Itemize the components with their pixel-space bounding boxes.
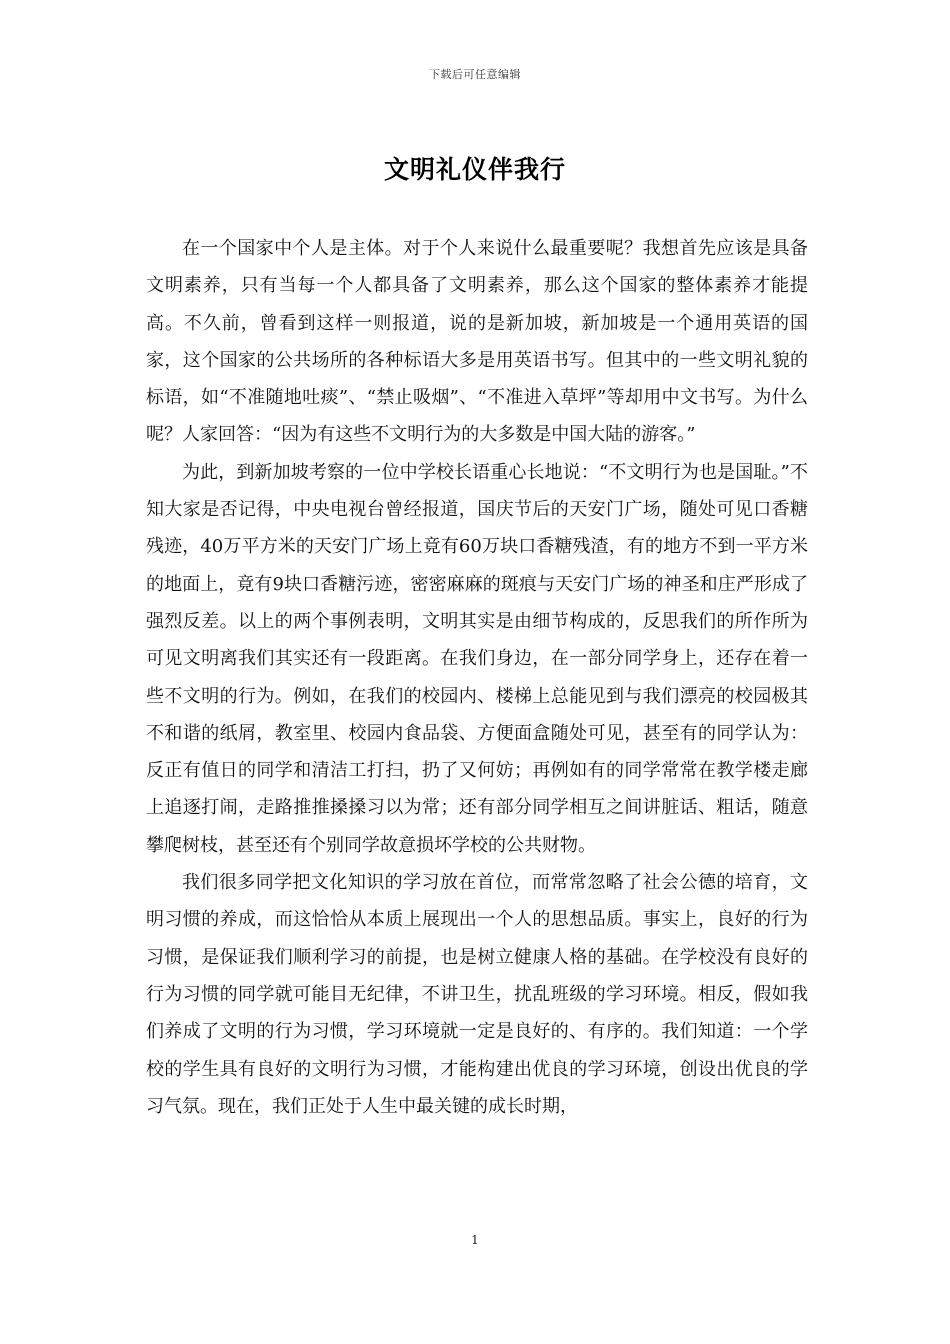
page-number: 1 [471, 1233, 479, 1247]
paragraph-2: 为此，到新加坡考察的一位中学校长语重心长地说：“不文明行为也是国耻。”不知大家是否记得，中央电视台曾经报道，国庆节后的天安门广场，随处可见口香糖残迹，40万平方米的天安门广场上竟有60万块口香糖残渣，有的地方不到一平方米的地面上，竟有9块口香糖污迹，密密麻麻的斑痕与天安门广场的神圣和庄严形成了强烈反差。以上的两个事例表明，文明其实是由细节构成的，反思我们的所作所为可见文明离我们其实还有一段距离。在我们身边，在一部分同学身上，还存在着一些不文明的行为。例如，在我们的校园内、楼梯上总能见到与我们漂亮的校园极其不和谐的纸屑，教室里、校园内食品袋、方便面盒随处可见，甚至有的同学认为：反正有值日的同学和清洁工打扫，扔了又何妨；再例如有的同学常常在教学楼走廊上追逐打闹，走路推推搡搡习以为常；还有部分同学相互之间讲脏话、粗话，随意攀爬树枝，甚至还有个别同学故意损坏学校的公共财物。 [146, 461, 808, 856]
document-title: 文明礼仪伴我行 [383, 155, 566, 184]
paragraph-1: 在一个国家中个人是主体。对于个人来说什么最重要呢？我想首先应该是具备文明素养，只有当每一个人都具备了文明素养，那么这个国家的整体素养才能提高。不久前，曾看到这样一则报道，说的是新加坡，新加坡是一个通用英语的国家，这个国家的公共场所的各种标语大多是用英语书写。但其中的一些文明礼貌的标语，如“不准随地吐痰”、“禁止吸烟”、“不准进入草坪”等却用中文书写。为什么呢？人家回答：“因为有这些不文明行为的大多数是中国大陆的游客。” [146, 238, 808, 446]
document-body [146, 230, 808, 1125]
paragraph-3: 我们很多同学把文化知识的学习放在首位，而常常忽略了社会公德的培育，文明习惯的养成，而这恰恰从本质上展现出一个人的思想品质。事实上，良好的行为习惯，是保证我们顺利学习的前提，也是树立健康人格的基础。在学校没有良好的行为习惯的同学就可能目无纪律，不讲卫生，扰乱班级的学习环境。相反，假如我们养成了文明的行为习惯，学习环境就一定是良好的、有序的。我们知道：一个学校的学生具有良好的文明行为习惯，才能构建出优良的学习环境，创设出优良的学习气氛。现在，我们正处于人生中最关键的成长时期， [146, 872, 808, 1117]
page-header: 下载后可任意编辑 [429, 68, 521, 81]
